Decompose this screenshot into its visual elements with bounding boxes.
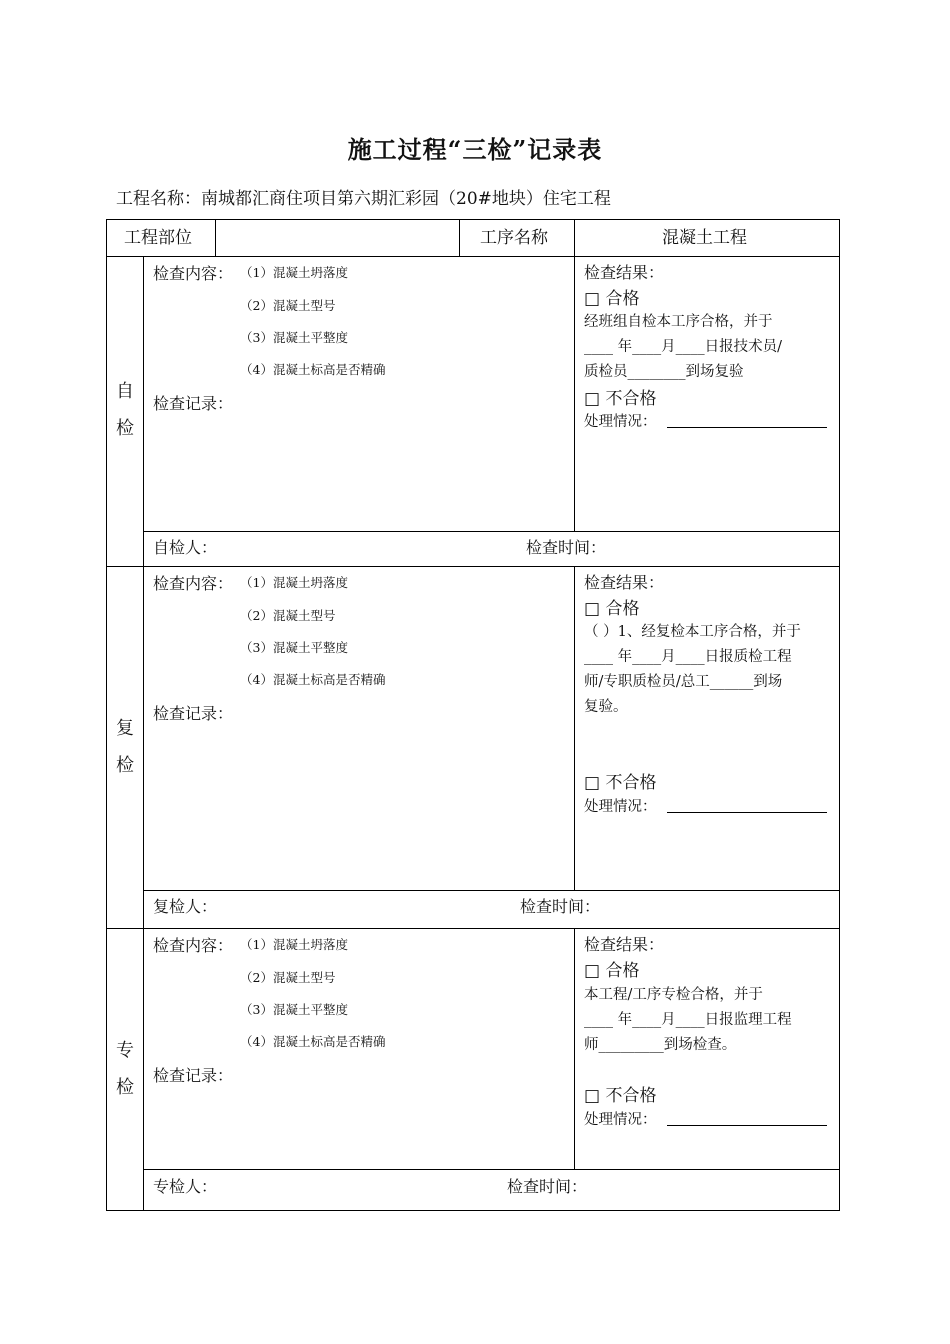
result-label: 检查结果： (584, 935, 665, 954)
pass-checkbox[interactable]: □ 合格 (584, 289, 640, 309)
check-item: （2）混凝土型号 (240, 298, 336, 313)
fail-checkbox[interactable]: □ 不合格 (584, 389, 657, 409)
check-item: （3）混凝土平整度 (240, 330, 348, 345)
pass-note-line: ____ 年____月____日报质检工程 (584, 649, 792, 665)
time-label: 检查时间： (507, 1177, 588, 1196)
fail-checkbox[interactable]: □ 不合格 (584, 1086, 657, 1106)
pass-note-line: 师_________到场检查。 (584, 1037, 737, 1053)
content-label: 检查内容： (153, 574, 234, 593)
section-label-char: 自 (116, 381, 134, 402)
process-label: 工序名称 (480, 228, 548, 248)
pass-note-line: 师/专职质检员/总工______到场 (584, 674, 783, 690)
result-label: 检查结果： (584, 573, 665, 592)
result-column-divider (574, 928, 575, 1169)
inspector-label: 复检人： (153, 897, 218, 916)
handling-input-line[interactable] (667, 1125, 827, 1126)
section-divider (106, 928, 840, 929)
check-item: （3）混凝土平整度 (240, 640, 348, 655)
header-col-divider-3 (574, 219, 575, 256)
handling-label: 处理情况： (584, 799, 657, 815)
pass-note-line: 本工程/工序专检合格，并于 (584, 987, 763, 1003)
part-label: 工程部位 (124, 228, 192, 248)
handling-label: 处理情况： (584, 1112, 657, 1128)
check-item: （1）混凝土坍落度 (240, 937, 348, 952)
section-label-char: 检 (116, 1077, 134, 1098)
check-item: （1）混凝土坍落度 (240, 575, 348, 590)
record-label: 检查记录： (153, 394, 234, 413)
pass-note-line: ____ 年____月____日报技术员/ (584, 339, 782, 355)
section-label-char: 专 (116, 1040, 134, 1061)
fail-checkbox[interactable]: □ 不合格 (584, 773, 657, 793)
record-label: 检查记录： (153, 704, 234, 723)
process-value: 混凝土工程 (662, 228, 747, 248)
content-label: 检查内容： (153, 264, 234, 283)
record-label: 检查记录： (153, 1066, 234, 1085)
table-border-left (106, 219, 107, 1211)
check-item: （4）混凝土标高是否精确 (240, 672, 386, 687)
signature-row-divider (143, 890, 840, 891)
check-item: （4）混凝土标高是否精确 (240, 362, 386, 377)
pass-checkbox[interactable]: □ 合格 (584, 599, 640, 619)
label-column-divider (143, 256, 144, 1211)
part-value[interactable] (225, 223, 450, 249)
pass-note-line: ____ 年____月____日报监理工程 (584, 1012, 792, 1028)
section-divider (106, 566, 840, 567)
inspector-label: 自检人： (153, 538, 218, 557)
result-column-divider (574, 256, 575, 531)
signature-row-divider (143, 1169, 840, 1170)
result-column-divider (574, 566, 575, 890)
handling-input-line[interactable] (667, 812, 827, 813)
check-item: （2）混凝土型号 (240, 608, 336, 623)
pass-checkbox[interactable]: □ 合格 (584, 961, 640, 981)
pass-note-line: 经班组自检本工序合格，并于 (584, 314, 773, 330)
check-item: （1）混凝土坍落度 (240, 265, 348, 280)
header-col-divider-1 (215, 219, 216, 256)
signature-row-divider (143, 531, 840, 532)
table-border-top (106, 219, 840, 220)
content-label: 检查内容： (153, 936, 234, 955)
section-label-char: 检 (116, 755, 134, 776)
check-item: （3）混凝土平整度 (240, 1002, 348, 1017)
time-label: 检查时间： (526, 538, 607, 557)
header-col-divider-2 (459, 219, 460, 256)
pass-note-line: 质检员________到场复验 (584, 364, 744, 380)
pass-note-line: 复验。 (584, 699, 628, 715)
section-label-char: 复 (116, 718, 134, 739)
table-border-bottom (106, 1210, 840, 1211)
project-name: 工程名称：南城都汇商住项目第六期汇彩园（20#地块）住宅工程 (116, 189, 611, 209)
inspector-label: 专检人： (153, 1177, 218, 1196)
section-label-char: 检 (116, 418, 134, 439)
check-item: （4）混凝土标高是否精确 (240, 1034, 386, 1049)
check-item: （2）混凝土型号 (240, 970, 336, 985)
handling-input-line[interactable] (667, 427, 827, 428)
handling-label: 处理情况： (584, 414, 657, 430)
result-label: 检查结果： (584, 263, 665, 282)
header-row-divider (106, 256, 840, 257)
page-title: 施工过程“三检”记录表 (347, 135, 603, 164)
table-border-right (839, 219, 840, 1211)
pass-note-line: （ ）1、经复检本工序合格，并于 (584, 624, 801, 640)
time-label: 检查时间： (520, 897, 601, 916)
